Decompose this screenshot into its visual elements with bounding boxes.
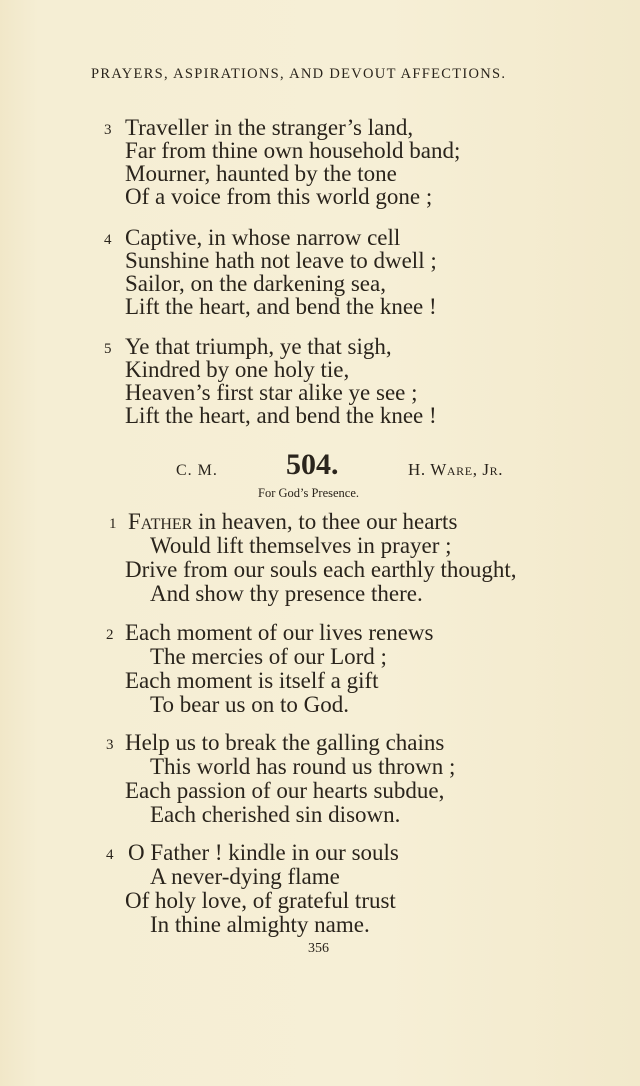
stanza-number: 2 — [106, 627, 114, 643]
hymn-author: H. Ware, Jr. — [408, 460, 504, 479]
verse-line: Each moment of our lives renews — [125, 620, 434, 645]
opening-word: Father — [128, 509, 193, 534]
verse-line: Lift the heart, and bend the knee ! — [125, 294, 437, 319]
verse-line: O Father ! kindle in our souls — [128, 840, 399, 865]
verse-line: Sunshine hath not leave to dwell ; — [125, 248, 437, 273]
verse-line: Lift the heart, and bend the knee ! — [125, 403, 437, 428]
hymn-heading — [0, 448, 640, 488]
verse-line: Help us to break the galling chains — [125, 730, 445, 755]
verse-line: Far from thine own household band; — [125, 138, 461, 163]
verse-line-first — [128, 510, 457, 533]
verse-line: Traveller in the stranger’s land, — [125, 115, 414, 140]
stanza-number: 5 — [104, 341, 112, 357]
verse-line: Of a voice from this world gone ; — [125, 184, 433, 209]
running-head: PRAYERS, ASPIRATIONS, AND DEVOUT AFFECTIONS. — [91, 66, 507, 82]
verse-line: In thine almighty name. — [150, 912, 370, 937]
hymn-number: 504. — [286, 448, 339, 481]
verse-line: Kindred by one holy tie, — [125, 357, 350, 382]
verse-line: Mourner, haunted by the tone — [125, 161, 397, 186]
verse-line: This world has round us thrown ; — [150, 754, 456, 779]
verse-line: Captive, in whose narrow cell — [125, 225, 401, 250]
stanza-number: 3 — [104, 122, 112, 138]
verse-line: The mercies of our Lord ; — [150, 644, 387, 669]
opening-line-rest: in heaven, to thee our hearts — [192, 509, 458, 534]
verse-line: Drive from our souls each earthly thought, — [125, 557, 517, 582]
verse-line: Each cherished sin disown. — [150, 802, 401, 827]
verse-line: And show thy presence there. — [150, 581, 423, 606]
hymn-title: For God’s Presence. — [258, 486, 360, 500]
verse-line: Sailor, on the darkening sea, — [125, 271, 386, 296]
verse-line: Of holy love, of grateful trust — [125, 888, 396, 913]
stanza-number: 4 — [104, 232, 112, 248]
verse-line: Each passion of our hearts subdue, — [125, 778, 445, 803]
hymn-meter: C. M. — [176, 462, 218, 479]
verse-line: A never-dying flame — [150, 864, 340, 889]
verse-line: Would lift themselves in prayer ; — [150, 533, 452, 558]
verse-line: To bear us on to God. — [150, 692, 349, 717]
stanza-number: 3 — [106, 737, 114, 753]
page-number: 356 — [308, 941, 329, 956]
verse-line: Heaven’s first star alike ye see ; — [125, 380, 418, 405]
stanza-number: 4 — [106, 847, 114, 863]
stanza-number: 1 — [109, 516, 117, 532]
verse-line: Each moment is itself a gift — [125, 668, 379, 693]
verse-line: Ye that triumph, ye that sigh, — [125, 334, 392, 359]
